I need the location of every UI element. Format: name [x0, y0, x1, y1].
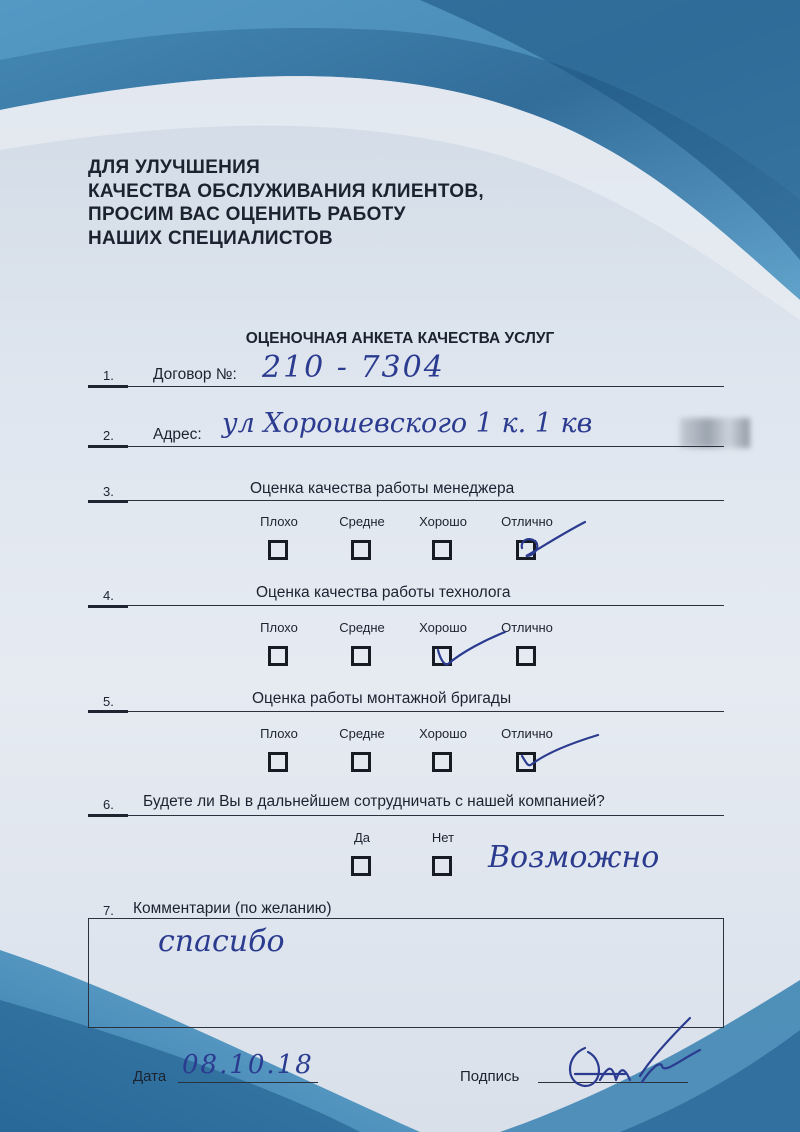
q6-line: [128, 815, 724, 816]
q6-checkbox-yes[interactable]: [351, 856, 371, 876]
q5-checkbox-bad[interactable]: [268, 752, 288, 772]
q5-checkbox-average[interactable]: [351, 752, 371, 772]
q5-option-label-average: Средне: [339, 726, 385, 741]
q2-number-underline: [88, 445, 128, 448]
heading-line-2: КАЧЕСТВА ОБСЛУЖИВАНИЯ КЛИЕНТОВ,: [88, 180, 484, 202]
q3-number: 3.: [103, 484, 114, 499]
signature-line: [538, 1082, 688, 1083]
signature-label: Подпись: [460, 1068, 520, 1085]
q4-checkbox-bad[interactable]: [268, 646, 288, 666]
q4-option-label-average: Средне: [339, 620, 385, 635]
q4-line: [128, 605, 724, 606]
q4-option-label-bad: Плохо: [260, 620, 298, 635]
q2-number: 2.: [103, 428, 114, 443]
q2-address-value[interactable]: ул Хорошевского 1 к. 1 кв: [222, 408, 593, 439]
redacted-area: [680, 418, 750, 448]
q3-option-label-bad: Плохо: [260, 514, 298, 529]
q3-line: [128, 500, 724, 501]
q4-label: Оценка качества работы технолога: [256, 584, 511, 601]
date-label: Дата: [133, 1068, 167, 1085]
comment-text: спасибо: [158, 924, 285, 959]
q6-number: 6.: [103, 797, 114, 812]
q1-answer-line: [128, 386, 724, 387]
q5-checkbox-excellent[interactable]: [516, 752, 536, 772]
q3-checkbox-excellent[interactable]: [516, 540, 536, 560]
q6-option-label-yes: Да: [353, 830, 371, 845]
q5-option-label-good: Хорошо: [419, 726, 467, 741]
q5-option-label-excellent: Отлично: [501, 726, 553, 741]
date-value[interactable]: 08.10.18: [182, 1050, 314, 1080]
q4-checkbox-good[interactable]: [432, 646, 452, 666]
q4-number-underline: [88, 605, 128, 608]
q2-answer-line: [128, 446, 724, 447]
heading-line-3: ПРОСИМ ВАС ОЦЕНИТЬ РАБОТУ: [88, 204, 406, 225]
q7-label: Комментарии (по желанию): [133, 900, 332, 917]
page-heading: [88, 156, 688, 250]
q5-number-underline: [88, 710, 128, 713]
q6-number-underline: [88, 814, 128, 817]
heading-line-1: ДЛЯ УЛУЧШЕНИЯ: [88, 157, 261, 178]
date-line: [178, 1082, 318, 1083]
heading-line-4: НАШИХ СПЕЦИАЛИСТОВ: [88, 227, 333, 249]
q4-number: 4.: [103, 588, 114, 603]
q4-checkbox-excellent[interactable]: [516, 646, 536, 666]
q5-line: [128, 711, 724, 712]
q3-checkbox-good[interactable]: [432, 540, 452, 560]
q6-handwritten-answer: Возможно: [488, 840, 660, 875]
q3-option-label-good: Хорошо: [419, 514, 467, 529]
q4-option-label-excellent: Отлично: [501, 620, 553, 635]
q3-option-label-excellent: Отлично: [501, 514, 553, 529]
q6-checkbox-no[interactable]: [432, 856, 452, 876]
q5-label: Оценка работы монтажной бригады: [252, 690, 512, 707]
q3-checkbox-average[interactable]: [351, 540, 371, 560]
q2-label: Адрес:: [153, 426, 202, 443]
q6-option-label-no: Нет: [431, 830, 455, 845]
q4-checkbox-average[interactable]: [351, 646, 371, 666]
q1-contract-value[interactable]: 210 - 7304: [262, 350, 445, 385]
form-title: ОЦЕНОЧНАЯ АНКЕТА КАЧЕСТВА УСЛУГ: [245, 330, 555, 347]
q6-label: Будете ли Вы в дальнейшем сотрудничать с нашей компанией?: [143, 793, 605, 810]
q5-number: 5.: [103, 694, 114, 709]
q3-label: Оценка качества работы менеджера: [250, 480, 515, 497]
q3-checkbox-bad[interactable]: [268, 540, 288, 560]
q3-option-label-average: Средне: [339, 514, 385, 529]
q1-label: Договор №:: [153, 366, 237, 383]
q1-number-underline: [88, 385, 128, 388]
q3-number-underline: [88, 500, 128, 503]
q5-checkbox-good[interactable]: [432, 752, 452, 772]
q4-option-label-good: Хорошо: [419, 620, 467, 635]
q5-option-label-bad: Плохо: [260, 726, 298, 741]
q1-number: 1.: [103, 368, 114, 383]
q7-number: 7.: [103, 903, 114, 918]
